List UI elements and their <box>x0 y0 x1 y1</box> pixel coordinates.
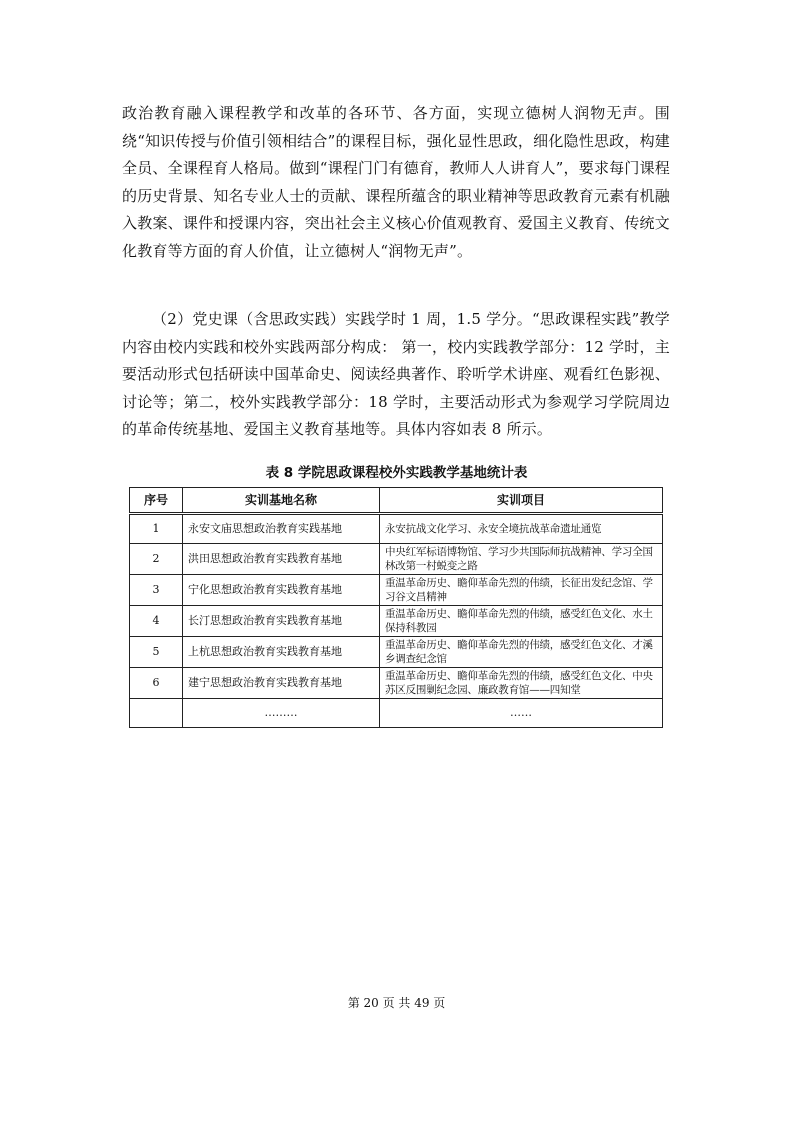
row-project: 重温革命历史、瞻仰革命先烈的伟绩，感受红色文化、水土保持科教园 <box>380 606 663 637</box>
row-base-name: 洪田思想政治教育实践教育基地 <box>183 544 380 575</box>
row-index: 5 <box>130 637 183 668</box>
row-project: 中央红军标语博物馆、学习少共国际师抗战精神、学习全国林改第一村蜕变之路 <box>380 544 663 575</box>
row-base-name: 宁化思想政治教育实践教育基地 <box>183 575 380 606</box>
row-index: 6 <box>130 668 183 699</box>
header-index: 序号 <box>130 488 183 514</box>
table-row <box>130 514 663 544</box>
table-row-ellipsis <box>130 699 663 728</box>
table-caption: 表 8 学院思政课程校外实践教学基地统计表 <box>265 465 528 481</box>
row-project: 重温革命历史、瞻仰革命先烈的伟绩，长征出发纪念馆、学习谷文昌精神 <box>380 575 663 606</box>
row-index: 2 <box>130 544 183 575</box>
row-index: 4 <box>130 606 183 637</box>
table-row <box>130 606 663 637</box>
row-base-name: 长汀思想政治教育实践教育基地 <box>183 606 380 637</box>
row-project: 永安抗战文化学习、永安全境抗战革命遗址通览 <box>380 514 663 544</box>
table-row <box>130 544 663 575</box>
row-base-name: 永安文庙思想政治教育实践基地 <box>183 514 380 544</box>
body-paragraph-2: （2）党史课（含思政实践）实践学时 1 周，1.5 学分。“思政课程实践”教学内容由校内实践和校外实践两部分构成： 第一，校内实践教学部分：12 学时，主要活动形式包括研读中国革命史、阅读经典著作、聆听学术讲座、观看红色影视、讨论等；第二，校外实践教学部分：18 学时，主要活动形式为参观学习学院周边的革命传统基地、爱国主义教育基地等。具体内容如表 8 所示。 <box>122 310 670 439</box>
table-row <box>130 637 663 668</box>
body-paragraph-1: 政治教育融入课程教学和改革的各环节、各方面，实现立德树人润物无声。围绕“知识传授与价值引领相结合”的课程目标，强化显性思政，细化隐性思政，构建全员、全课程育人格局。做到“课程门门有德育，教师人人讲育人”，要求每门课程的历史背景、知名专业人士的贡献、课程所蕴含的职业精神等思政教育元素有机融入教案、课件和授课内容，突出社会主义核心价值观教育、爱国主义教育、传统文化教育等方面的育人价值，让立德树人“润物无声”。 <box>122 104 670 260</box>
header-project: 实训项目 <box>380 488 663 514</box>
row-index: 1 <box>130 514 183 544</box>
header-base-name: 实训基地名称 <box>183 488 380 514</box>
table-header-row <box>130 488 663 514</box>
table-row <box>130 668 663 699</box>
practice-base-table <box>129 487 663 728</box>
row-base-name: 建宁思想政治教育实践教育基地 <box>183 668 380 699</box>
row-project: 重温革命历史、瞻仰革命先烈的伟绩，感受红色文化、才溪乡调查纪念馆 <box>380 637 663 668</box>
row-base-name: 上杭思想政治教育实践教育基地 <box>183 637 380 668</box>
row-base-name: ……… <box>183 699 380 728</box>
row-project: …… <box>380 699 663 728</box>
row-index: 3 <box>130 575 183 606</box>
row-index <box>130 699 183 728</box>
table-row <box>130 575 663 606</box>
page-number-footer: 第 20 页 共 49 页 <box>347 996 446 1010</box>
row-project: 重温革命历史、瞻仰革命先烈的伟绩，感受红色文化、中央苏区反围剿纪念园、廉政教育馆——四知堂 <box>380 668 663 699</box>
